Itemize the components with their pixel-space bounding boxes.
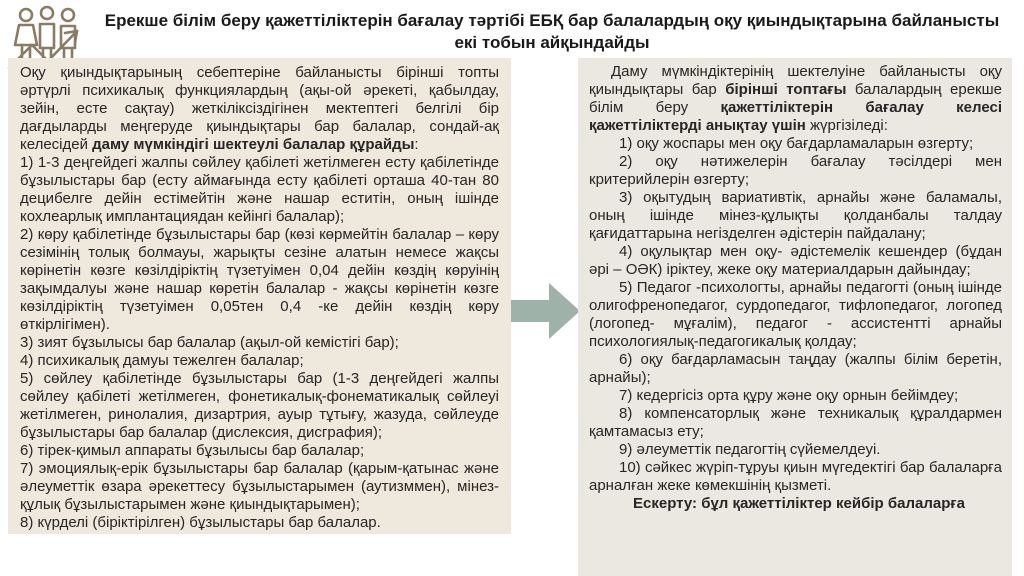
right-item: 7) кедергісіз орта құру және оқу орнын бейімдеу; <box>619 387 959 404</box>
right-item: 9) әлеуметтік педагогтің сүйемелдеуі. <box>619 441 881 458</box>
left-item: 8) күрделі (біріктірілген) бұзылыстары бар балалар. <box>20 514 381 531</box>
right-item: 3) оқытудың вариативтік, арнайы және баламалы, оның ішінде мінез-құлықты қолданбалы талдау қағидаттарына негізделген әдістерін пайдалану; <box>589 189 1002 242</box>
right-item: 1) оқу жоспары мен оқу бағдарламаларын өзгерту; <box>619 135 974 152</box>
right-item: 4) оқулықтар мен оқу- әдістемелік кешендер (бұдан әрі – ОӘК) іріктеу, жеке оқу материалдарын дайындау; <box>589 243 1002 278</box>
right-item: 5) Педагог -психологты, арнайы педагогті (оның ішінде олигофренопедагог, сурдопедагог, тифлопедагог, логопед (логопед- мұғалім), педагог - ассистентті арнайы психологиялық-педагогикалық қолдау; <box>589 279 1002 350</box>
left-item: 7) эмоциялық-ерік бұзылыстары бар балалар (қарым-қатынас және әлеуметтік өзара әрекеттесу бұзылыстарымен (аутизммен), мінез-құлық бұзылыстарымен және қиындықтарымен); <box>20 460 499 513</box>
right-block-arrow-icon <box>511 276 583 348</box>
left-intro <box>20 64 499 154</box>
right-item: 2) оқу нәтижелерін бағалау тәсілдері мен критерийлерін өзгерту; <box>589 153 1002 188</box>
left-item: 3) зият бұзылысы бар балалар (ақыл-ой кемістігі бар); <box>20 334 399 351</box>
right-item: 8) компенсаторлық және техникалық құралдармен қамтамасыз ету; <box>589 405 1002 440</box>
right-intro-mid: балалардың ерекше білім беру <box>589 81 1002 116</box>
right-note: Ескерту: бұл қажеттіліктер кейбір балаларға <box>633 495 965 512</box>
left-item: 4) психикалық дамуы тежелген балалар; <box>20 352 304 369</box>
right-item: 10) сәйкес жүріп-тұруы қиын мүгедектігі бар балаларға арналған жеке көмекшінің қызметі. <box>589 459 1002 494</box>
left-item: 6) тірек-қимыл аппараты бұзылысы бар балалар; <box>20 442 365 459</box>
right-intro-bold-group: бірінші топтағы <box>725 81 847 98</box>
left-item: 2) көру қабілетінде бұзылыстары бар (көзі көрмейтін балалар – көру сезімінің толық болмауы, жарықты сезіне алатын немесе жақсы көрінетін көзге көзілдіріктің түзетуімен 0,04 дейін көздің көруінің зақымдалуы және нашар көретін балалар - жақсы көрінетін көзге көзілдіріктің түзетуімен 0,05тен 0,4 -ке дейін көздің көру өткірлігімен). <box>20 226 499 333</box>
right-intro-end: жүргізіледі: <box>805 117 888 134</box>
page-title: Ерекше білім беру қажеттіліктерін бағалау тәртібі ЕБҚ бар балалардың оқу қиындықтарына байланысты екі тобын айқындайды <box>104 11 1000 53</box>
left-item: 5) сөйлеу қабілетінде бұзылыстары бар (1-3 деңгейдегі жалпы сөйлеу қабілеті жетілмеген, фонетикалық-фонематикалық сөйлеуі жетілмеген, ринолалия, дизартрия, ауыр тұтығу, жазуда, сөйлеуде бұзылыстары бар балалар (дислексия, дисграфия); <box>20 370 499 441</box>
right-intro-text: Даму мүмкіндіктерінің шектелуіне байланысты оқу қиындықтары бар <box>589 63 1002 98</box>
right-panel <box>578 58 1012 576</box>
right-intro-bold-purpose: қажеттіліктерін бағалау келесі қажеттіліктерді анықтау үшін <box>589 99 1002 134</box>
right-item: 6) оқу бағдарламасын таңдау (жалпы білім беретін, арнайы); <box>589 351 1002 386</box>
left-intro-bold: даму мүмкіндігі шектеулі балалар құрайды <box>92 136 415 153</box>
left-intro-colon: : <box>414 136 419 153</box>
left-item: 1) 1-3 деңгейдегі жалпы сөйлеу қабілеті жетілмеген есту қабілетінде бұзылыстары бар (есту аймағында есту қабілеті орташа 40-тан 80 децибелге дейін естімейтін және нашар еститін, оның ішінде кохлеарлық имплантациядан кейінгі балалар); <box>20 154 499 225</box>
right-intro <box>589 63 1002 135</box>
left-intro-text: Оқу қиындықтарының себептеріне байланысты бірінші топты әртүрлі психикалық функциялардың (ақы-ой әрекеті, қабылдау, зейін, есте сақтау) жеткіліксіздігінен мектептегі белгілі бір дағдыларды меңгеруде қиындықтары бар балалар, сондай-ақ келесідей <box>20 64 499 153</box>
left-panel <box>8 58 511 534</box>
